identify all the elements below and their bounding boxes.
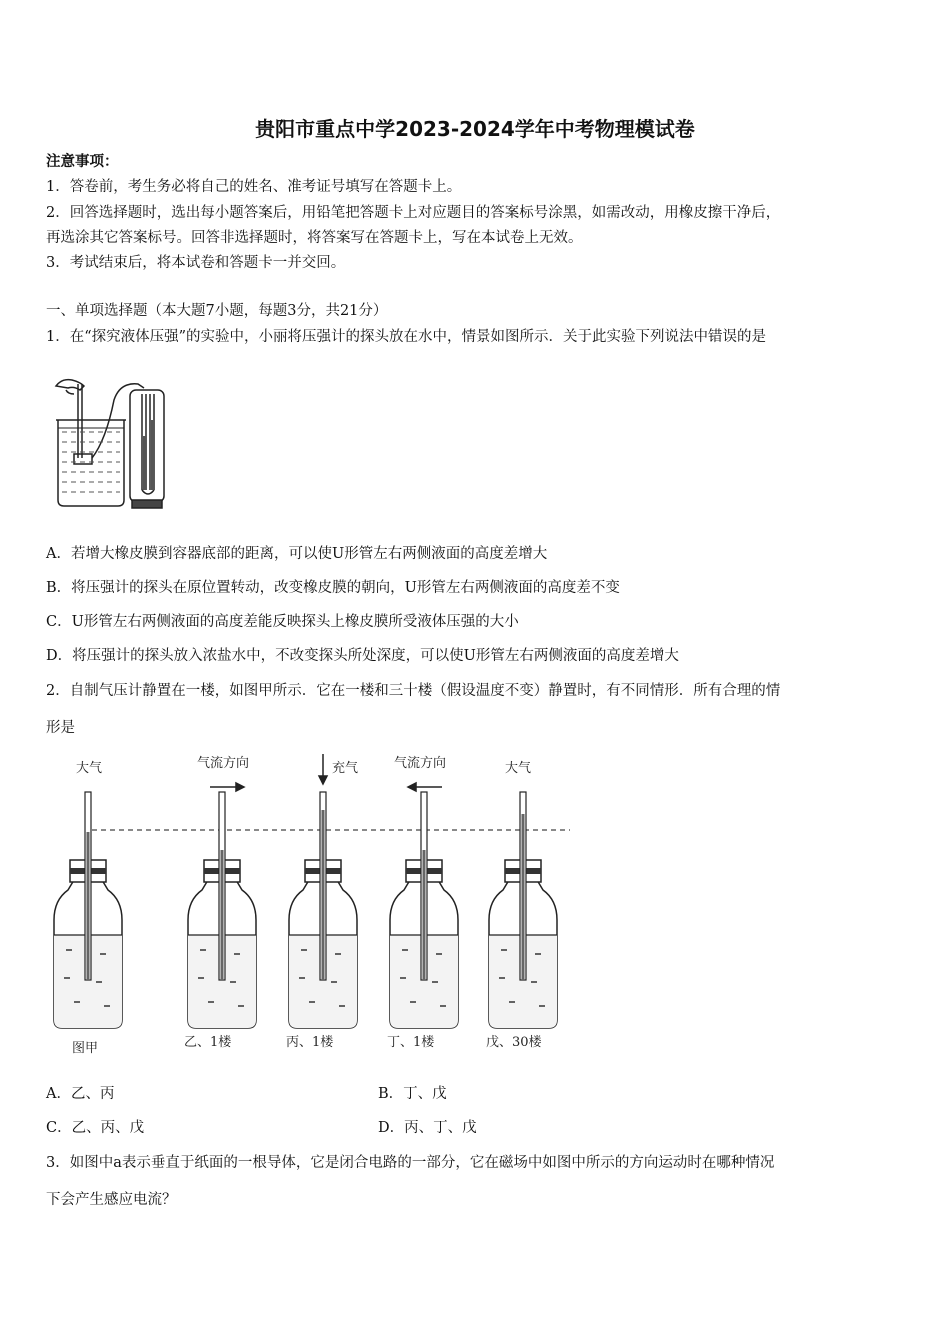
- notice-item: 2．回答选择题时，选出每小题答案后，用铅笔把答题卡上对应题目的答案标号涂黑，如需改动，用橡皮擦干净后，: [46, 205, 781, 221]
- figure-top-label: 大气: [505, 761, 532, 776]
- q2-option-c: C．乙、丙、戊: [46, 1120, 145, 1136]
- figure-caption: 乙、1楼: [184, 1035, 232, 1050]
- notice-item: 再选涂其它答案标号。回答非选择题时，将答案写在答题卡上，写在本试卷上无效。: [46, 230, 583, 246]
- notice-item: 3．考试结束后，将本试卷和答题卡一并交回。: [46, 255, 346, 271]
- figure-top-label: 气流方向: [197, 756, 250, 771]
- q2-option-d: D．丙、丁、戊: [378, 1120, 477, 1136]
- page-title: 贵阳市重点中学2023-2024学年中考物理模试卷: [255, 117, 695, 141]
- pressure-gauge-figure: [48, 370, 178, 515]
- figure-caption: 图甲: [72, 1041, 99, 1056]
- q1-option-b: B．将压强计的探头在原位置转动，改变橡皮膜的朝向，U形管左右两侧液面的高度差不变: [46, 580, 620, 596]
- notice-heading: 注意事项：: [46, 153, 119, 170]
- figure-caption: 丙、1楼: [286, 1035, 334, 1050]
- q1-option-d: D．将压强计的探头放入浓盐水中，不改变探头所处深度，可以使U形管左右两侧液面的高度差增大: [46, 648, 679, 664]
- question-3-stem: 3．如图中a表示垂直于纸面的一根导体，它是闭合电路的一部分，它在磁场中如图中所示的方向运动时在哪种情况: [46, 1155, 775, 1171]
- q2-option-b: B．丁、戊: [378, 1086, 447, 1102]
- question-2-stem: 2．自制气压计静置在一楼，如图甲所示．它在一楼和三十楼（假设温度不变）静置时，有不同情形．所有合理的情: [46, 683, 781, 699]
- figure-caption: 丁、1楼: [387, 1035, 435, 1050]
- q1-option-c: C．U形管左右两侧液面的高度差能反映探头上橡皮膜所受液体压强的大小: [46, 614, 519, 630]
- barometer-bottles-figure: [40, 750, 580, 1060]
- question-1-stem: 1．在“探究液体压强”的实验中，小丽将压强计的探头放在水中，情景如图所示．关于此实验下列说法中错误的是: [46, 329, 767, 345]
- q2-option-a: A．乙、丙: [46, 1086, 115, 1102]
- notice-item: 1．答卷前，考生务必将自己的姓名、准考证号填写在答题卡上。: [46, 179, 462, 195]
- question-2-stem-cont: 形是: [46, 720, 75, 736]
- figure-top-label: 充气: [332, 761, 359, 776]
- section-heading: 一、单项选择题（本大题7小题，每题3分，共21分）: [46, 303, 388, 319]
- figure-top-label: 气流方向: [394, 756, 447, 771]
- figure-top-label: 大气: [76, 761, 103, 776]
- q1-option-a: A．若增大橡皮膜到容器底部的距离，可以使U形管左右两侧液面的高度差增大: [46, 546, 548, 562]
- figure-caption: 戊、30楼: [486, 1035, 542, 1050]
- question-3-stem-cont: 下会产生感应电流？: [46, 1192, 177, 1208]
